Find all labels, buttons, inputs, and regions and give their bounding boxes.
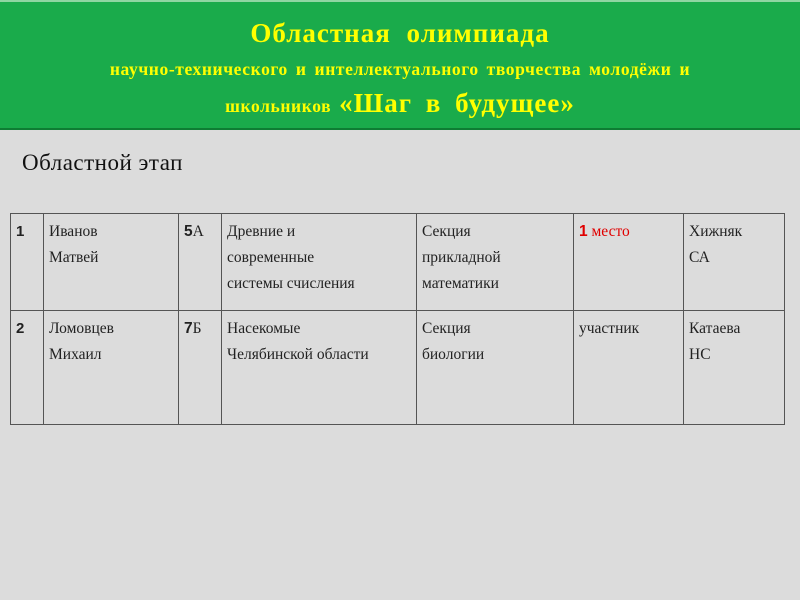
result-place-number: 1 bbox=[579, 223, 588, 240]
cell-line: математики bbox=[422, 275, 499, 292]
student-name bbox=[44, 311, 179, 425]
cell-line: Челябинской области bbox=[227, 346, 369, 363]
section-name bbox=[417, 214, 574, 311]
result bbox=[574, 311, 684, 425]
cell-line: Катаева bbox=[689, 320, 741, 337]
project-topic bbox=[222, 214, 417, 311]
student-name bbox=[44, 214, 179, 311]
teacher-name bbox=[684, 214, 785, 311]
cell-line: Иванов bbox=[49, 223, 98, 240]
banner-subtitle-line2 bbox=[0, 88, 800, 119]
student-grade bbox=[179, 311, 222, 425]
cell-line: Ломовцев bbox=[49, 320, 114, 337]
banner-subtitle-prefix: школьников bbox=[225, 96, 340, 116]
cell-line: биологии bbox=[422, 346, 485, 363]
title-banner bbox=[0, 0, 800, 130]
cell-line: Михаил bbox=[49, 346, 102, 363]
row-number: 1 bbox=[11, 214, 44, 311]
banner-title: Областная олимпиада bbox=[250, 18, 550, 48]
grade-letter: Б bbox=[192, 320, 202, 337]
cell-line: Хижняк bbox=[689, 223, 743, 240]
student-grade bbox=[179, 214, 222, 311]
cell-line: СА bbox=[689, 249, 710, 266]
banner-subtitle-line1: научно-технического и интеллектуального творчества молодёжи и bbox=[109, 59, 691, 79]
teacher-name bbox=[684, 311, 785, 425]
cell-line: Секция bbox=[422, 223, 471, 240]
stage-title: Областной этап bbox=[22, 150, 183, 175]
row-number: 2 bbox=[11, 311, 44, 425]
grade-number: 5 bbox=[184, 223, 193, 240]
cell-line: системы счисления bbox=[227, 275, 355, 292]
table-row bbox=[11, 311, 785, 425]
banner-project-name: «Шаг в будущее» bbox=[339, 88, 575, 118]
project-topic bbox=[222, 311, 417, 425]
cell-line: Матвей bbox=[49, 249, 99, 266]
result-text: место bbox=[587, 223, 630, 240]
cell-line: современные bbox=[227, 249, 315, 266]
grade-number: 7 bbox=[184, 320, 193, 337]
table-row bbox=[11, 214, 785, 311]
cell-line: прикладной bbox=[422, 249, 501, 266]
cell-line: НС bbox=[689, 346, 711, 363]
section-name bbox=[417, 311, 574, 425]
cell-line: Секция bbox=[422, 320, 471, 337]
cell-line: Древние и bbox=[227, 223, 296, 240]
results-table bbox=[10, 213, 785, 425]
cell-line: Насекомые bbox=[227, 320, 301, 337]
result bbox=[574, 214, 684, 311]
result-text: участник bbox=[579, 320, 640, 337]
grade-letter: А bbox=[192, 223, 204, 240]
